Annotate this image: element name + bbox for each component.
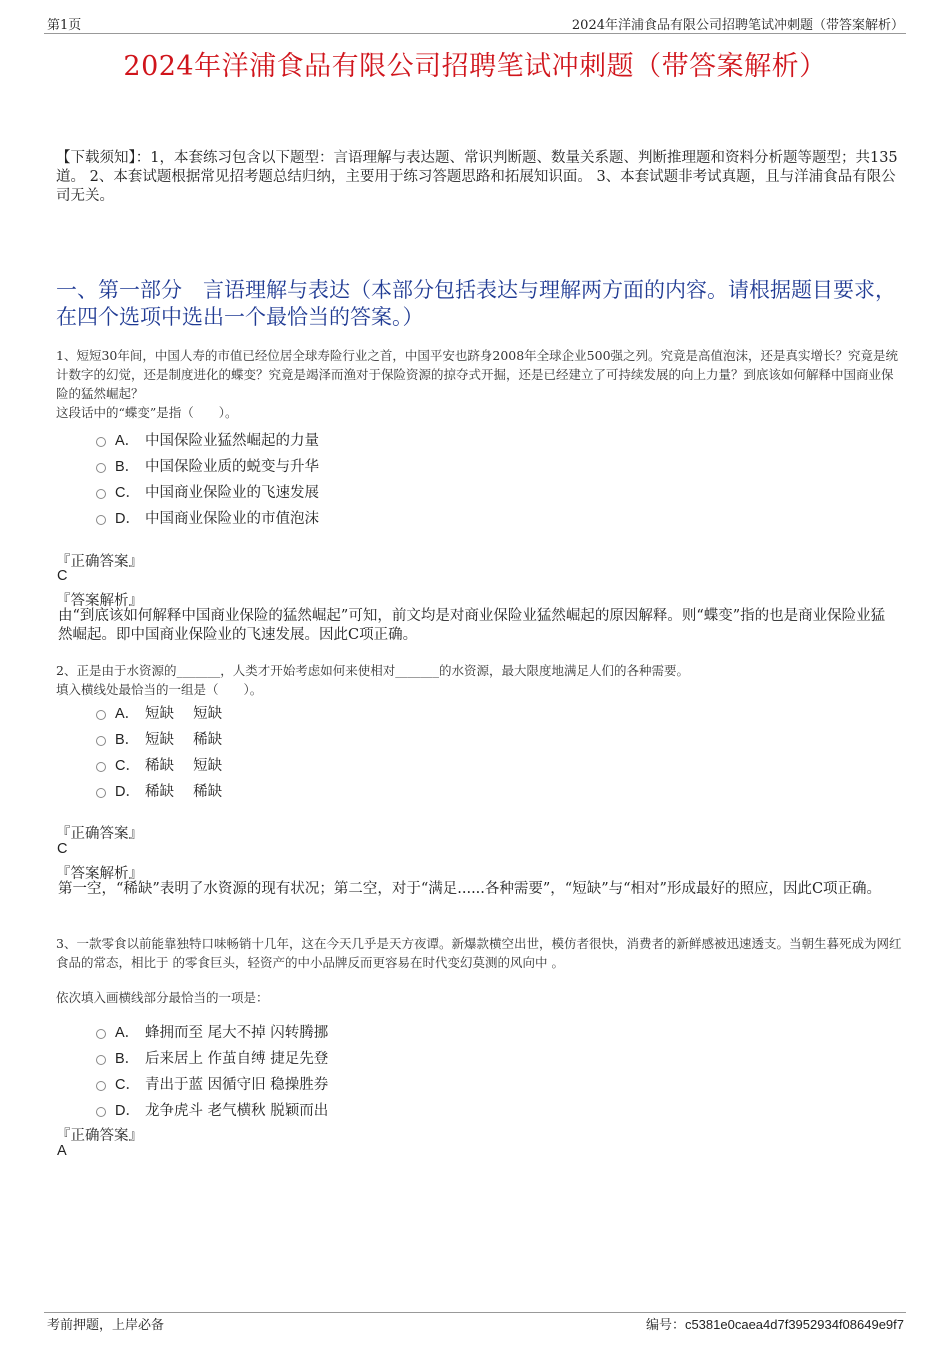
question-stem: 2、正是由于水资源的_______，人类才开始考虑如何来使相对_______的水资源，最大限度地满足人们的各种需要。 [56,663,689,678]
radio-icon[interactable] [96,762,106,772]
question-3-prompt: 依次填入画横线部分最恰当的一项是： [56,990,269,1005]
question-1-options [96,426,796,530]
document-code-value: c5381e0caea4d7f3952934f08649e9f7 [684,1317,904,1332]
radio-icon[interactable] [96,437,106,447]
header-divider [44,33,906,34]
radio-icon[interactable] [96,736,106,746]
explanation-label: 『答案解析』 [56,593,143,609]
correct-answer-value: C [57,568,68,584]
option-b[interactable]: B． 短缺 稀缺 [96,725,796,751]
correct-answer-label: 『正确答案』 [56,554,143,570]
correct-answer-label: 『正确答案』 [56,1128,143,1144]
question-prompt: 这段话中的“蝶变”是指（ ）。 [56,405,238,420]
correct-answer-value: C [57,841,68,857]
option-b[interactable]: B． 中国保险业质的蜕变与升华 [96,452,796,478]
document-code-label: 编号： [645,1318,685,1333]
correct-answer-label: 『正确答案』 [56,826,143,842]
radio-icon[interactable] [96,489,106,499]
option-c[interactable]: C． 中国商业保险业的飞速发展 [96,478,796,504]
download-notice: 【下载须知】：1，本套练习包含以下题型：言语理解与表达题、常识判断题、数量关系题、判断推理题和资料分析题等题型；共135道。 2、本套试题根据常见招考题总结归纳，主要用于练习答题思路和拓展知识面。 3、本套试题非考试真题，且与洋浦食品有限公司无关。 [56,150,898,204]
option-a[interactable]: A． 蜂拥而至 尾大不掉 闪转腾挪 [96,1018,796,1044]
document-code [646,1314,904,1333]
radio-icon[interactable] [96,710,106,720]
question-2-options [96,699,796,803]
explanation-text: 由“到底该如何解释中国商业保险的猛然崛起”可知，前文均是对商业保险业猛然崛起的原因解释。则“蝶变”指的也是商业保险业猛然崛起。即中国商业保险业的飞速发展。因此C项正确。 [58,608,886,643]
option-b[interactable]: B． 后来居上 作茧自缚 捷足先登 [96,1044,796,1070]
option-a[interactable]: A． 短缺 短缺 [96,699,796,725]
radio-icon[interactable] [96,1055,106,1065]
section-heading: 一、第一部分 言语理解与表达（本部分包括表达与理解两方面的内容。请根据题目要求，在四个选项中选出一个最恰当的答案。） [56,278,896,329]
option-a[interactable]: A． 中国保险业猛然崛起的力量 [96,426,796,452]
footer-slogan: 考前押题，上岸必备 [47,1318,165,1333]
correct-answer-value: A [57,1143,67,1159]
option-d[interactable]: D． 中国商业保险业的市值泡沫 [96,504,796,530]
radio-icon[interactable] [96,515,106,525]
radio-icon[interactable] [96,1107,106,1117]
question-3-text: 3、一款零食以前能靠独特口味畅销十几年，这在今天几乎是天方夜谭。新爆款横空出世，模仿者很快，消费者的新鲜感被迅速透支。当朝生暮死成为网红食品的常态，相比于 的零食巨头，轻资产的中小品牌反而更容易在时代变幻莫测的风向中 。 [56,936,902,970]
explanation-text: 第一空，“稀缺”表明了水资源的现有状况；第二空，对于“满足......各种需要”，“短缺”与“相对”形成最好的照应，因此C项正确。 [58,881,882,897]
radio-icon[interactable] [96,1029,106,1039]
document-title: 2024年洋浦食品有限公司招聘笔试冲刺题（带答案解析） [123,51,827,82]
question-prompt: 填入横线处最恰当的一组是（ ）。 [56,682,263,697]
option-d[interactable]: D． 稀缺 稀缺 [96,777,796,803]
radio-icon[interactable] [96,1081,106,1091]
question-stem: 1、短短30年间，中国人寿的市值已经位居全球寿险行业之首，中国平安也跻身2008年全球企业500强之列。究竟是高值泡沫，还是真实增长？究竟是统计数字的幻觉，还是制度进化的蝶变？究竟是竭泽而渔对于保险资源的掠夺式开掘，还是已经建立了可持续发展的向上力量？到底该如何解释中国商业保险的猛然崛起？ [56,348,899,401]
explanation-label: 『答案解析』 [56,866,143,882]
radio-icon[interactable] [96,788,106,798]
option-d[interactable]: D． 龙争虎斗 老气横秋 脱颖而出 [96,1096,796,1122]
radio-icon[interactable] [96,463,106,473]
question-1-text [56,346,902,422]
footer-divider [44,1312,906,1313]
option-c[interactable]: C． 青出于蓝 因循守旧 稳操胜券 [96,1070,796,1096]
question-3-options [96,1018,796,1122]
running-header-title: 2024年洋浦食品有限公司招聘笔试冲刺题（带答案解析） [571,18,904,33]
option-c[interactable]: C． 稀缺 短缺 [96,751,796,777]
page-number: 第1页 [47,18,82,33]
question-2-text [56,661,902,699]
